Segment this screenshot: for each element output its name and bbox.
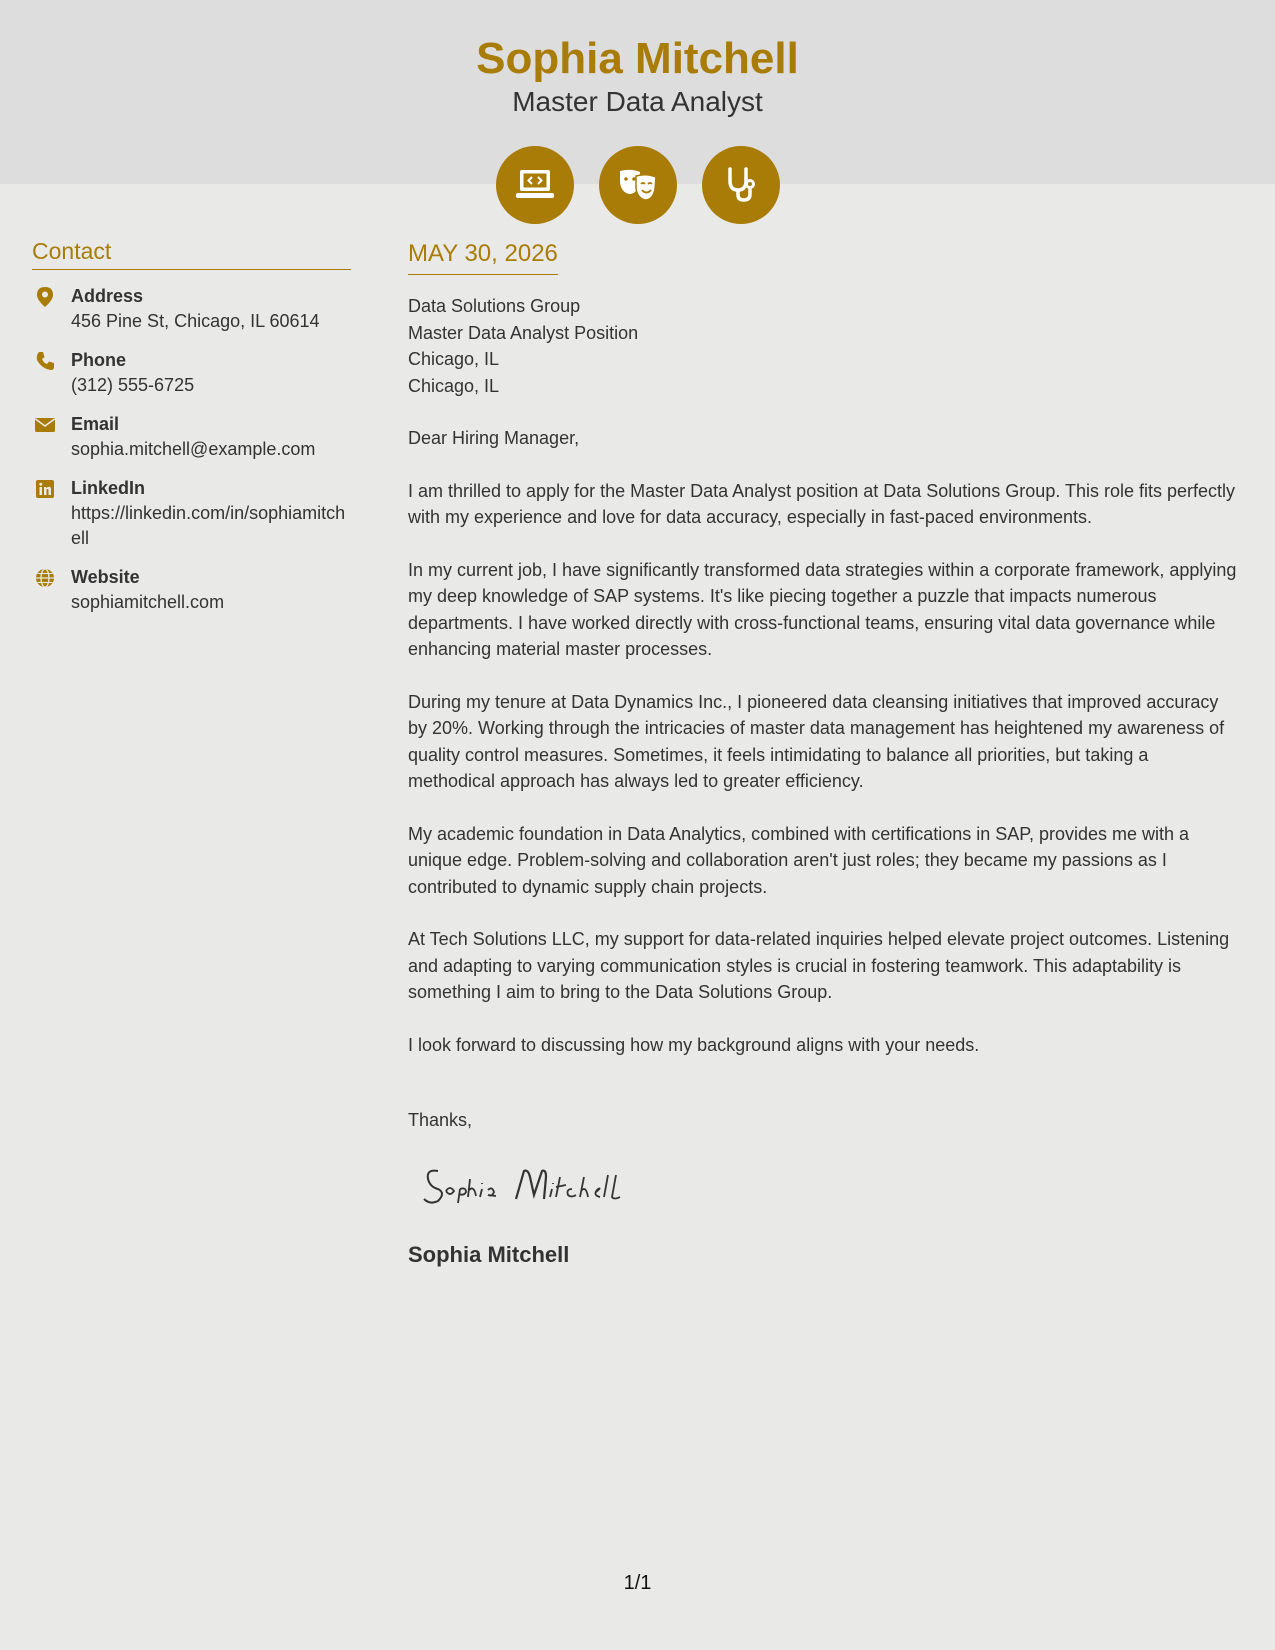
globe-icon [34, 567, 56, 589]
signature-image [416, 1159, 676, 1209]
contact-email [32, 412, 351, 462]
letter-date: MAY 30, 2026 [408, 240, 558, 275]
website-label: Website [71, 567, 140, 587]
recipient-line: Chicago, IL [408, 375, 500, 396]
website-value[interactable]: sophiamitchell.com [71, 592, 225, 612]
phone-value: (312) 555-6725 [71, 375, 195, 395]
theater-masks-icon [599, 146, 677, 224]
letter-body [408, 240, 1238, 1268]
address-label: Address [71, 286, 144, 306]
page-number: 1/1 [623, 1572, 652, 1594]
letter-paragraph: At Tech Solutions LLC, my support for data-related inquiries helped elevate project outcomes. Listening and adapting to varying communication styles is crucial in fostering teamwork. This adaptability is something I aim to bring to the Data Solutions Group. [408, 929, 1230, 1002]
contact-heading: Contact [32, 238, 351, 270]
letter-paragraph: My academic foundation in Data Analytics, combined with certifications in SAP, provides me with a unique edge. Problem-solving and collaboration aren't just roles; they became my passions as I contributed to dynamic supply chain projects. [408, 823, 1190, 897]
closing: Thanks, [408, 1110, 473, 1130]
letter-paragraph: I look forward to discussing how my background aligns with your needs. [408, 1034, 980, 1055]
phone-icon [34, 350, 56, 372]
email-label: Email [71, 414, 120, 434]
recipient-line: Chicago, IL [408, 349, 500, 369]
letter-paragraph: I am thrilled to apply for the Master Data Analyst position at Data Solutions Group. This role fits perfectly with my experience and love for data accuracy, especially in fast-paced environments. [408, 480, 1236, 527]
contact-phone [32, 348, 351, 398]
phone-label: Phone [71, 350, 127, 370]
applicant-name: Sophia Mitchell [476, 34, 799, 83]
map-marker-icon [34, 286, 56, 308]
envelope-icon [34, 414, 56, 436]
laptop-code-icon [496, 146, 574, 224]
recipient-line: Master Data Analyst Position [408, 322, 639, 343]
letter-paragraph: In my current job, I have significantly transformed data strategies within a corporate framework, applying my deep knowledge of SAP systems. It's like piecing together a puzzle that impacts numerous departments. I have worked directly with cross-functional teams, ensuring vital data governance while enhancing material master processes. [408, 559, 1237, 659]
address-value: 456 Pine St, Chicago, IL 60614 [71, 311, 320, 331]
applicant-title: Master Data Analyst [512, 86, 763, 117]
email-value[interactable]: sophia.mitchell@example.com [71, 439, 316, 459]
contact-website [32, 565, 351, 615]
contact-sidebar [32, 238, 351, 615]
recipient-block [408, 293, 1238, 399]
linkedin-value[interactable]: https://linkedin.com/in/sophiamitchell [71, 503, 346, 548]
signer-name: Sophia Mitchell [408, 1242, 570, 1267]
linkedin-icon [34, 478, 56, 500]
stethoscope-icon [702, 146, 780, 224]
contact-linkedin [32, 476, 351, 551]
contact-address [32, 284, 351, 334]
recipient-line: Data Solutions Group [408, 296, 581, 316]
linkedin-label: LinkedIn [71, 478, 146, 498]
header-icon-row [496, 146, 780, 224]
letter-paragraph: During my tenure at Data Dynamics Inc., I pioneered data cleansing initiatives that improved accuracy by 20%. Working through the intricacies of master data management has heightened my awareness of quality control measures. Sometimes, it feels intimidating to balance all priorities, but taking a methodical approach has always led to greater efficiency. [408, 691, 1225, 791]
salutation: Dear Hiring Manager, [408, 428, 580, 448]
